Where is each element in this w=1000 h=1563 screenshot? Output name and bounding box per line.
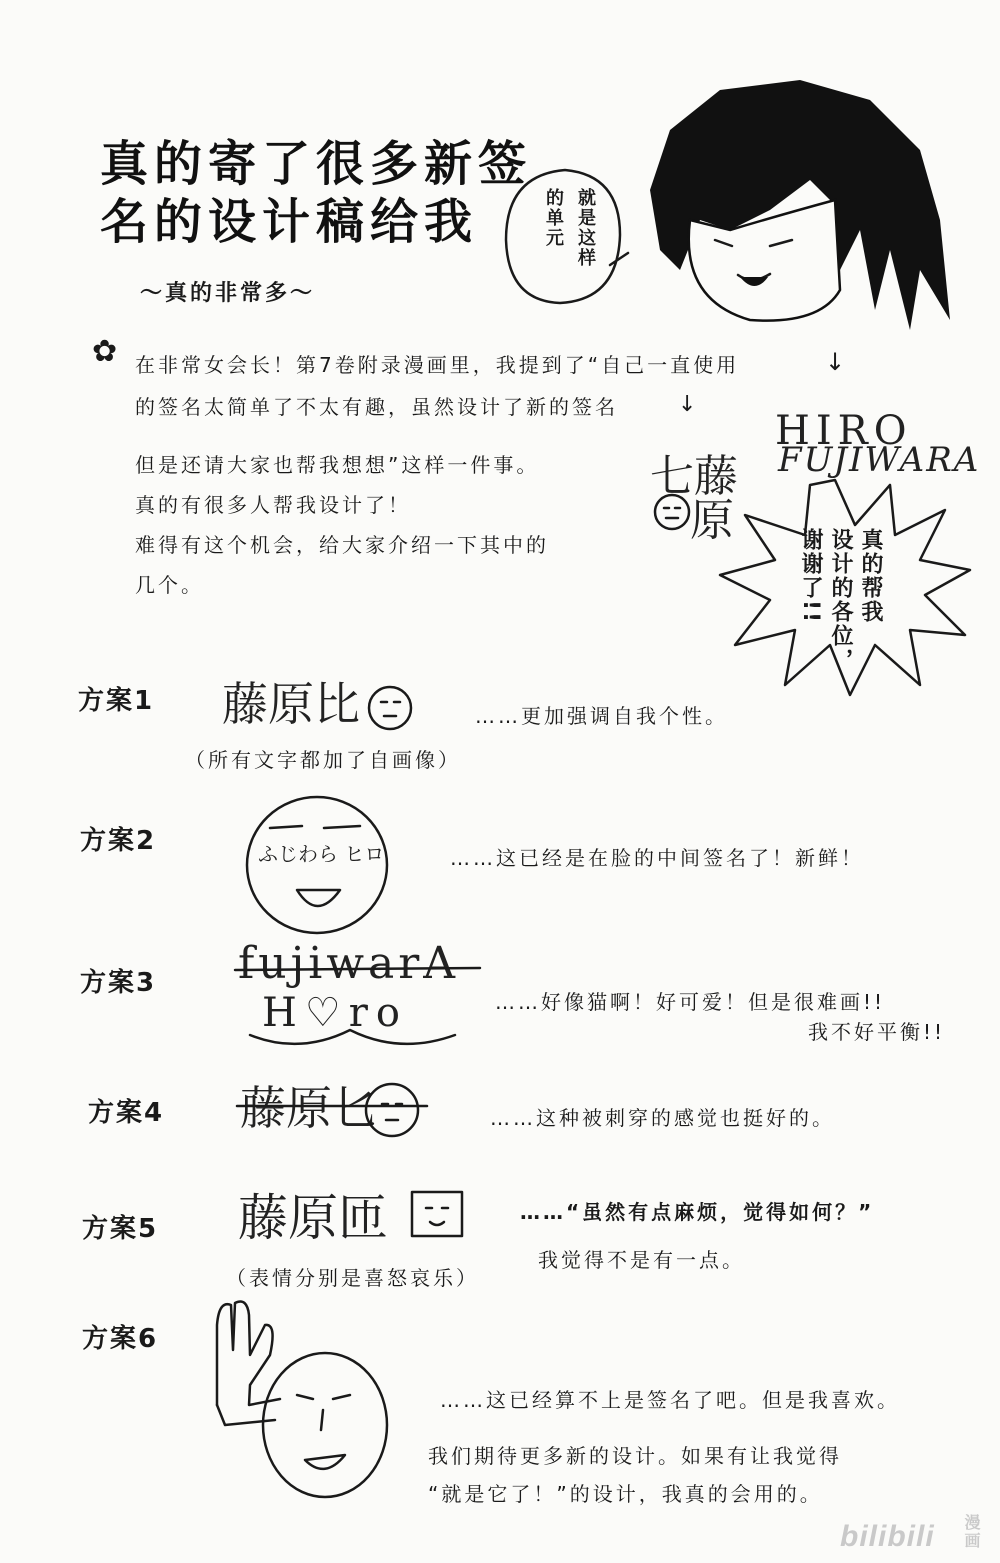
thanks-text-col2: 设计的各位， — [828, 528, 853, 672]
intro-line-3: 但是还请大家也帮我想想”这样一件事。 — [135, 453, 540, 477]
proposal-5-note: （表情分别是喜怒哀乐） — [226, 1266, 479, 1290]
closing-line-1: 我们期待更多新的设计。如果有让我觉得 — [428, 1444, 842, 1468]
proposal-2-signature: ふじわら ヒロ — [258, 842, 385, 866]
speech-bubble-text-col2: 的单元 — [543, 188, 564, 248]
original-signature-romaji-top: HIRO — [775, 408, 913, 454]
original-signature-romaji-bottom: FUJIWARA — [778, 440, 981, 480]
proposal-5-signature: 藤原匝 — [238, 1189, 388, 1247]
proposal-1-signature: 藤原比 — [222, 677, 360, 731]
page-subtitle: ～真的非常多～ — [140, 281, 316, 306]
proposal-2-label: 方案2 — [80, 826, 157, 856]
proposal-5-comment-2: 我觉得不是有一点。 — [538, 1248, 745, 1272]
proposal-1-note: （所有文字都加了自画像） — [185, 748, 461, 772]
proposal-6-hand-face-illustration — [205, 1295, 405, 1505]
proposal-4-comment: ……这种被刺穿的感觉也挺好的。 — [490, 1106, 835, 1130]
proposal-4-signature: 藤原匕 — [240, 1081, 378, 1135]
proposal-4-label: 方案4 — [88, 1098, 165, 1128]
author-portrait-illustration — [620, 70, 960, 340]
proposal-2-comment: ……这已经是在脸的中间签名了！新鲜！ — [450, 846, 864, 870]
smiley-face-icon — [652, 492, 692, 532]
intro-line-4: 真的有很多人帮我设计了！ — [135, 493, 411, 517]
proposal-1-label: 方案1 — [78, 686, 155, 716]
proposal-5-face-box — [408, 1188, 468, 1240]
intro-line-2: 的签名太简单了不太有趣，虽然设计了新的签名 — [135, 395, 618, 419]
original-signature-kanji-2: 原 — [690, 495, 734, 546]
proposal-3-label: 方案3 — [80, 968, 157, 998]
proposal-5-comment-1: ……“虽然有点麻烦，觉得如何？” — [520, 1200, 875, 1224]
watermark-label: 漫画 — [962, 1514, 981, 1550]
original-signature-kanji-1: 七藤 — [650, 451, 738, 502]
proposal-3-comment-2: 我不好平衡!! — [808, 1020, 946, 1044]
smiley-face-icon — [366, 684, 416, 734]
arrow-down-icon: ↓ — [825, 348, 846, 376]
proposal-3-signature: fujiwarA — [238, 938, 460, 989]
flower-icon: ✿ — [92, 334, 118, 369]
bilibili-logo: bilibili — [840, 1520, 935, 1553]
proposal-6-label: 方案6 — [82, 1324, 159, 1354]
proposal-4-pierce-strokes — [232, 1080, 432, 1140]
page-title-line-1: 真的寄了很多新签 — [100, 136, 533, 192]
thanks-text-col3: 谢谢了!! — [798, 528, 823, 625]
proposal-1-comment: ……更加强调自我个性。 — [475, 704, 728, 728]
page-title-line-2: 名的设计稿给我 — [100, 194, 479, 250]
intro-line-5: 难得有这个机会，给大家介绍一下其中的 — [135, 533, 549, 557]
arrow-down-icon: ↓ — [678, 392, 697, 417]
proposal-6-comment: ……这已经算不上是签名了吧。但是我喜欢。 — [440, 1388, 900, 1412]
intro-line-6: 几个。 — [135, 573, 204, 597]
proposal-3-comment-1: ……好像猫啊！好可爱！但是很难画!! — [495, 990, 886, 1014]
intro-line-1: 在非常女会长！第7卷附录漫画里，我提到了“自己一直使用 — [135, 353, 740, 377]
closing-line-2: “就是它了！”的设计，我真的会用的。 — [428, 1482, 823, 1506]
speech-bubble-text-col1: 就是这样 — [575, 188, 596, 268]
proposal-3-signature-sub: H♡ro — [262, 990, 408, 1036]
proposal-5-label: 方案5 — [82, 1214, 159, 1244]
thanks-text-col1: 真的帮我 — [858, 528, 883, 624]
